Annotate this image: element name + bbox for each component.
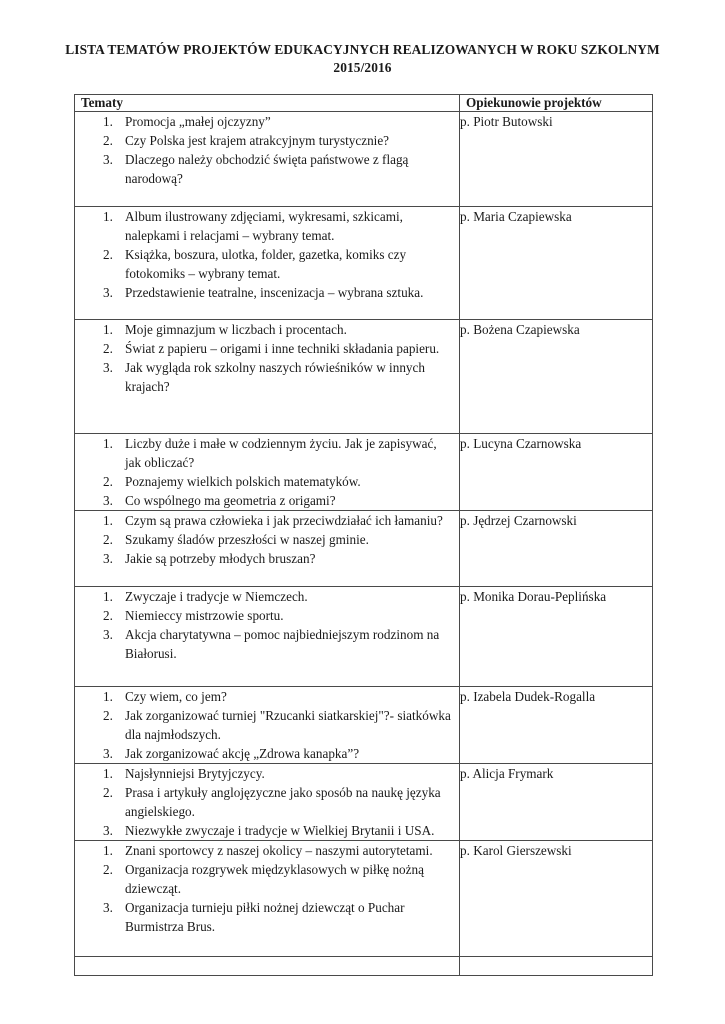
title-line-1: LISTA TEMATÓW PROJEKTÓW EDUKACYJNYCH REALIZOWANYCH W ROKU SZKOLNYM [65,42,660,57]
topics-cell [75,687,460,764]
topic-number: 2. [103,133,113,148]
topic-item [75,764,459,783]
table-row [75,587,653,687]
topic-number: 1. [103,209,113,224]
topic-text: Znani sportowcy z naszej okolicy – naszymi autorytetami. [125,843,433,858]
table-row [75,434,653,511]
topic-number: 3. [103,823,113,838]
topic-list [75,841,459,936]
topic-text: Najsłynniejsi Brytyjczycy. [125,766,265,781]
topic-number: 2. [103,608,113,623]
topic-item [75,898,459,936]
table-row [75,764,653,841]
topic-number: 1. [103,114,113,129]
topic-text: Niezwykłe zwyczaje i tradycje w Wielkiej Brytanii i USA. [125,823,435,838]
topic-item [75,606,459,625]
topic-text: Moje gimnazjum w liczbach i procentach. [125,322,347,337]
topic-number: 3. [103,493,113,508]
topic-number: 2. [103,862,113,877]
topic-item [75,841,459,860]
topic-text: Promocja „małej ojczyzny” [125,114,271,129]
topic-text: Czy Polska jest krajem atrakcyjnym turystycznie? [125,133,390,148]
topic-number: 1. [103,766,113,781]
topic-list [75,434,459,510]
topic-item [75,491,459,510]
table-row [75,320,653,434]
topics-cell [75,841,460,957]
topic-number: 3. [103,627,113,642]
topic-text: Jakie są potrzeby młodych bruszan? [125,551,316,566]
topics-cell [75,511,460,587]
topic-text: Album ilustrowany zdjęciami, wykresami, szkicami, nalepkami i relacjami – wybrany temat. [125,209,403,243]
table-row [75,687,653,764]
table-header-row [75,95,653,112]
teacher-cell: p. Monika Dorau-Peplińska [460,587,653,687]
topic-list [75,687,459,763]
projects-table [74,94,653,976]
topic-text: Czy wiem, co jem? [125,689,227,704]
topic-text: Zwyczaje i tradycje w Niemczech. [125,589,308,604]
topic-list [75,511,459,568]
table-row [75,207,653,320]
topic-number: 3. [103,551,113,566]
topic-number: 1. [103,843,113,858]
column-header-topics: Tematy [75,95,460,112]
topic-item [75,339,459,358]
topic-item [75,283,459,302]
topic-number: 2. [103,708,113,723]
topic-item [75,530,459,549]
teacher-cell: p. Lucyna Czarnowska [460,434,653,511]
topic-text: Jak wygląda rok szkolny naszych rówieśników w innych krajach? [125,360,425,394]
topic-number: 3. [103,746,113,761]
topic-item [75,472,459,491]
topic-text: Szukamy śladów przeszłości w naszej gminie. [125,532,369,547]
topic-list [75,112,459,188]
topic-item [75,783,459,821]
topic-text: Organizacja rozgrywek międzyklasowych w piłkę nożną dziewcząt. [125,862,424,896]
teacher-cell: p. Izabela Dudek-Rogalla [460,687,653,764]
topic-item [75,434,459,472]
topic-text: Co wspólnego ma geometria z origami? [125,493,336,508]
topic-number: 2. [103,474,113,489]
topic-number: 2. [103,785,113,800]
topic-list [75,764,459,840]
topic-number: 1. [103,322,113,337]
topic-text: Książka, boszura, ulotka, folder, gazetka, komiks czy fotokomiks – wybrany temat. [125,247,407,281]
topic-item [75,860,459,898]
topic-item [75,131,459,150]
topic-item [75,358,459,396]
topic-number: 1. [103,513,113,528]
topic-number: 2. [103,247,113,262]
topic-text: Przedstawienie teatralne, inscenizacja – wybrana sztuka. [125,285,424,300]
empty-row [75,957,653,976]
topic-number: 1. [103,689,113,704]
topics-cell [75,207,460,320]
document-title [30,41,695,77]
topic-text: Akcja charytatywna – pomoc najbiedniejszym rodzinom na Białorusi. [125,627,440,661]
topic-item [75,511,459,530]
topic-list [75,587,459,663]
topic-item [75,150,459,188]
topic-text: Poznajemy wielkich polskich matematyków. [125,474,361,489]
topic-list [75,207,459,302]
topic-number: 1. [103,589,113,604]
topic-item [75,587,459,606]
topics-cell [75,764,460,841]
title-line-2: 2015/2016 [333,60,392,75]
topic-item [75,821,459,840]
table-row [75,112,653,207]
topic-item [75,706,459,744]
topic-number: 3. [103,900,113,915]
topic-text: Jak zorganizować akcję „Zdrowa kanapka”? [125,746,360,761]
topic-text: Organizacja turnieju piłki nożnej dziewcząt o Puchar Burmistrza Brus. [125,900,405,934]
topics-cell [75,112,460,207]
topic-text: Dlaczego należy obchodzić święta państwowe z flagą narodową? [125,152,409,186]
topic-number: 2. [103,532,113,547]
topic-number: 2. [103,341,113,356]
topic-item [75,549,459,568]
empty-cell [75,957,460,976]
teacher-cell: p. Karol Gierszewski [460,841,653,957]
topic-number: 3. [103,360,113,375]
topics-cell [75,320,460,434]
table-row [75,841,653,957]
topic-number: 3. [103,152,113,167]
topic-text: Liczby duże i małe w codziennym życiu. Jak je zapisywać, jak obliczać? [125,436,437,470]
topic-text: Prasa i artykuły anglojęzyczne jako sposób na naukę języka angielskiego. [125,785,441,819]
topic-item [75,207,459,245]
topic-item [75,687,459,706]
teacher-cell: p. Piotr Butowski [460,112,653,207]
table-body [75,112,653,976]
topic-item [75,245,459,283]
table-row [75,511,653,587]
topic-number: 1. [103,436,113,451]
topic-number: 3. [103,285,113,300]
teacher-cell: p. Maria Czapiewska [460,207,653,320]
topics-cell [75,434,460,511]
topic-item [75,625,459,663]
topic-item [75,112,459,131]
teacher-cell: p. Bożena Czapiewska [460,320,653,434]
topic-list [75,320,459,396]
column-header-teachers: Opiekunowie projektów [460,95,653,112]
topic-text: Jak zorganizować turniej "Rzucanki siatkarskiej"?- siatkówka dla najmłodszych. [125,708,451,742]
topic-text: Świat z papieru – origami i inne techniki składania papieru. [125,341,440,356]
topic-item [75,320,459,339]
topic-item [75,744,459,763]
empty-cell [460,957,653,976]
topic-text: Niemieccy mistrzowie sportu. [125,608,284,623]
teacher-cell: p. Jędrzej Czarnowski [460,511,653,587]
topic-text: Czym są prawa człowieka i jak przeciwdziałać ich łamaniu? [125,513,443,528]
topics-cell [75,587,460,687]
teacher-cell: p. Alicja Frymark [460,764,653,841]
